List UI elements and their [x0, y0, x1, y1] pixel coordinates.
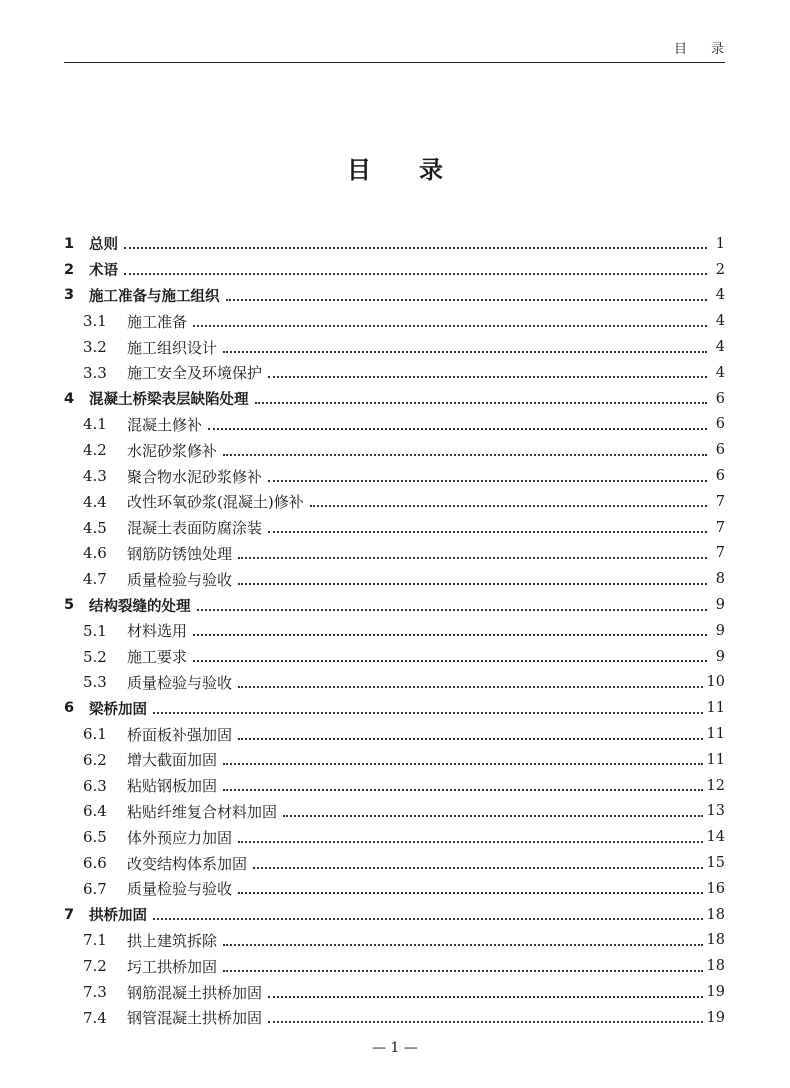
toc-entry-page-number: 7: [715, 519, 725, 536]
toc-entry-number: 4.1: [83, 415, 107, 434]
toc-entry-page-number: 13: [706, 803, 725, 820]
toc-entry-number: 3: [64, 287, 75, 304]
toc-chapter-entry[interactable]: [64, 386, 725, 412]
toc-chapter-entry[interactable]: [64, 257, 725, 283]
toc-entry-number: 4.6: [83, 544, 107, 563]
toc-entry-page-number: 1: [715, 235, 725, 252]
toc-section-entry[interactable]: [64, 979, 725, 1005]
toc-entry-title: 粘贴纤维复合材料加固: [127, 802, 278, 821]
page-title-part2: 录: [419, 156, 443, 184]
dot-leader: [153, 711, 703, 714]
dot-leader: [124, 272, 707, 275]
toc-entry-page-number: 18: [706, 932, 725, 949]
dot-leader: [238, 685, 703, 688]
toc-entry-number: 4.3: [83, 467, 107, 486]
page-title-part1: 目: [347, 156, 371, 184]
dot-leader: [223, 943, 703, 946]
toc-entry-number: 4: [64, 390, 75, 407]
toc-entry-page-number: 16: [706, 880, 725, 897]
dot-leader: [223, 969, 703, 972]
toc-entry-title: 水泥砂浆修补: [127, 441, 218, 460]
dot-leader: [253, 866, 703, 869]
dot-leader: [238, 891, 703, 894]
dot-leader: [268, 375, 707, 378]
toc-entry-title: 钢筋防锈蚀处理: [127, 544, 233, 563]
toc-section-entry[interactable]: [64, 437, 725, 463]
toc-entry-page-number: 7: [715, 493, 725, 510]
toc-entry-title: 质量检验与验收: [127, 673, 233, 692]
page-number: — 1 —: [372, 1040, 418, 1056]
toc-section-entry[interactable]: [64, 360, 725, 386]
toc-entry-page-number: 6: [715, 468, 725, 485]
dot-leader: [193, 659, 707, 662]
toc-entry-number: 6.1: [83, 725, 107, 744]
toc-entry-page-number: 2: [715, 261, 725, 278]
toc-section-entry[interactable]: [64, 644, 725, 670]
toc-entry-title: 材料选用: [127, 622, 188, 641]
running-header: [674, 38, 724, 57]
toc-entry-title: 桥面板补强加固: [127, 725, 233, 744]
toc-entry-title: 改变结构体系加固: [127, 854, 248, 873]
toc-entry-page-number: 12: [706, 777, 725, 794]
toc-entry-number: 7: [64, 906, 75, 923]
toc-entry-title: 混凝土修补: [127, 415, 203, 434]
toc-entry-number: 5.2: [83, 647, 107, 666]
toc-entry-page-number: 8: [715, 571, 725, 588]
toc-entry-page-number: 11: [706, 751, 725, 768]
toc-section-entry[interactable]: [64, 876, 725, 902]
toc-entry-page-number: 9: [715, 597, 725, 614]
toc-entry-page-number: 18: [706, 906, 725, 923]
toc-entry-number: 7.4: [83, 1008, 107, 1027]
toc-entry-page-number: 19: [706, 1009, 725, 1026]
toc-entry-page-number: 11: [706, 726, 725, 743]
running-header-text-part1: 目: [673, 42, 687, 57]
toc-entry-number: 4.5: [83, 518, 107, 537]
toc-chapter-entry[interactable]: [64, 902, 725, 928]
toc-entry-page-number: 18: [706, 958, 725, 975]
toc-entry-page-number: 6: [715, 442, 725, 459]
dot-leader: [238, 840, 703, 843]
toc-entry-page-number: 4: [715, 287, 725, 304]
toc-entry-page-number: 19: [706, 984, 725, 1000]
toc-entry-number: 4.7: [83, 570, 107, 589]
toc-entry-title: 质量检验与验收: [127, 570, 233, 589]
toc-section-entry[interactable]: [64, 489, 725, 515]
toc-chapter-entry[interactable]: [64, 592, 725, 618]
toc-section-entry[interactable]: [64, 412, 725, 438]
toc-section-entry[interactable]: [64, 721, 725, 747]
toc-entry-page-number: 9: [715, 648, 725, 665]
toc-entry-number: 4.2: [83, 441, 107, 460]
toc-entry-page-number: 4: [715, 364, 725, 381]
toc-entry-title: 拱桥加固: [89, 908, 147, 925]
dot-leader: [238, 737, 703, 740]
toc-entry-number: 6.5: [83, 828, 107, 847]
toc-entry-page-number: 7: [715, 545, 725, 562]
toc-chapter-entry[interactable]: [64, 283, 725, 309]
toc-entry-title: 施工准备: [127, 312, 188, 331]
toc-section-entry[interactable]: [64, 773, 725, 799]
toc-section-entry[interactable]: [64, 824, 725, 850]
toc-entry-title: 施工要求: [127, 648, 188, 667]
toc-section-entry[interactable]: [64, 541, 725, 567]
dot-leader: [268, 530, 707, 533]
dot-leader: [153, 917, 703, 920]
header-divider: [64, 62, 725, 63]
toc-section-entry[interactable]: [64, 515, 725, 541]
toc-section-entry[interactable]: [64, 747, 725, 773]
toc-entry-number: 7.3: [83, 983, 107, 1001]
page-title: [0, 150, 790, 185]
toc-entry-page-number: 11: [706, 700, 725, 717]
toc-entry-title: 粘贴钢板加固: [127, 777, 218, 796]
toc-entry-title: 混凝土桥梁表层缺陷处理: [89, 392, 249, 409]
toc-entry-page-number: 9: [715, 622, 725, 639]
toc-entry-number: 5: [64, 597, 75, 614]
toc-entry-page-number: 15: [706, 855, 725, 872]
toc-entry-number: 5.3: [83, 673, 107, 692]
dot-leader: [223, 453, 707, 456]
toc-entry-number: 3.3: [83, 363, 107, 382]
toc-entry-title: 钢筋混凝土拱桥加固: [127, 983, 263, 1002]
toc-entry-title: 施工组织设计: [127, 338, 218, 357]
toc-chapter-entry[interactable]: [64, 231, 725, 257]
toc-section-entry[interactable]: [64, 566, 725, 592]
running-header-text-part2: 录: [710, 42, 724, 57]
toc-entry-page-number: 14: [706, 829, 725, 846]
toc-entry-title: 聚合物水泥砂浆修补: [127, 467, 263, 486]
toc-entry-number: 6: [64, 700, 75, 717]
dot-leader: [197, 608, 708, 611]
dot-leader: [310, 504, 707, 507]
table-of-contents: [64, 231, 725, 1031]
toc-entry-page-number: 4: [715, 313, 725, 330]
toc-entry-title: 术语: [89, 263, 118, 280]
toc-entry-title: 施工准备与施工组织: [89, 288, 220, 305]
toc-entry-number: 2: [64, 261, 75, 278]
toc-entry-title: 梁桥加固: [89, 701, 147, 718]
toc-entry-number: 7.1: [83, 931, 107, 950]
dot-leader: [226, 298, 708, 301]
dot-leader: [223, 762, 703, 765]
toc-section-entry[interactable]: [64, 850, 725, 876]
toc-section-entry[interactable]: [64, 463, 725, 489]
toc-entry-title: 施工安全及环境保护: [127, 364, 263, 383]
toc-section-entry[interactable]: [64, 928, 725, 954]
toc-entry-number: 7.2: [83, 957, 107, 976]
toc-entry-title: 圬工拱桥加固: [127, 957, 218, 976]
toc-entry-page-number: 4: [715, 339, 725, 356]
toc-section-entry[interactable]: [64, 334, 725, 360]
toc-entry-page-number: 6: [715, 390, 725, 407]
toc-entry-title: 体外预应力加固: [127, 828, 233, 847]
dot-leader: [193, 633, 707, 636]
dot-leader: [255, 401, 708, 404]
toc-entry-number: 3.2: [83, 338, 107, 357]
toc-entry-title: 总则: [89, 237, 118, 254]
toc-entry-title: 增大截面加固: [127, 751, 218, 770]
toc-chapter-entry[interactable]: [64, 695, 725, 721]
toc-entry-title: 改性环氧砂浆(混凝土)修补: [127, 493, 304, 512]
dot-leader: [268, 1020, 703, 1023]
toc-entry-title: 钢管混凝土拱桥加固: [127, 1009, 263, 1028]
dot-leader: [268, 479, 707, 482]
toc-entry-number: 6.4: [83, 802, 107, 821]
toc-entry-number: 3.1: [83, 312, 107, 331]
toc-section-entry[interactable]: [64, 1005, 725, 1031]
dot-leader: [238, 556, 707, 559]
toc-entry-title: 拱上建筑拆除: [127, 931, 218, 950]
toc-entry-number: 6.6: [83, 854, 107, 873]
toc-section-entry[interactable]: [64, 308, 725, 334]
dot-leader: [223, 788, 703, 791]
toc-entry-page-number: 6: [715, 416, 725, 433]
dot-leader: [193, 324, 707, 327]
toc-section-entry[interactable]: [64, 953, 725, 979]
toc-entry-number: 6.3: [83, 776, 107, 795]
toc-section-entry[interactable]: [64, 670, 725, 696]
toc-entry-title: 结构裂缝的处理: [89, 598, 191, 615]
dot-leader: [283, 814, 703, 817]
toc-entry-number: 4.4: [83, 492, 107, 511]
toc-entry-title: 质量检验与验收: [127, 880, 233, 899]
dot-leader: [223, 350, 707, 353]
toc-entry-number: 1: [64, 235, 75, 252]
toc-section-entry[interactable]: [64, 618, 725, 644]
toc-section-entry[interactable]: [64, 799, 725, 825]
toc-entry-title: 混凝土表面防腐涂装: [127, 519, 263, 538]
dot-leader: [268, 995, 703, 998]
dot-leader: [238, 582, 707, 585]
dot-leader: [124, 246, 707, 249]
toc-entry-number: 6.7: [83, 879, 107, 898]
toc-entry-number: 6.2: [83, 750, 107, 769]
toc-entry-page-number: 10: [706, 674, 725, 691]
toc-entry-number: 5.1: [83, 621, 107, 640]
dot-leader: [208, 427, 707, 430]
